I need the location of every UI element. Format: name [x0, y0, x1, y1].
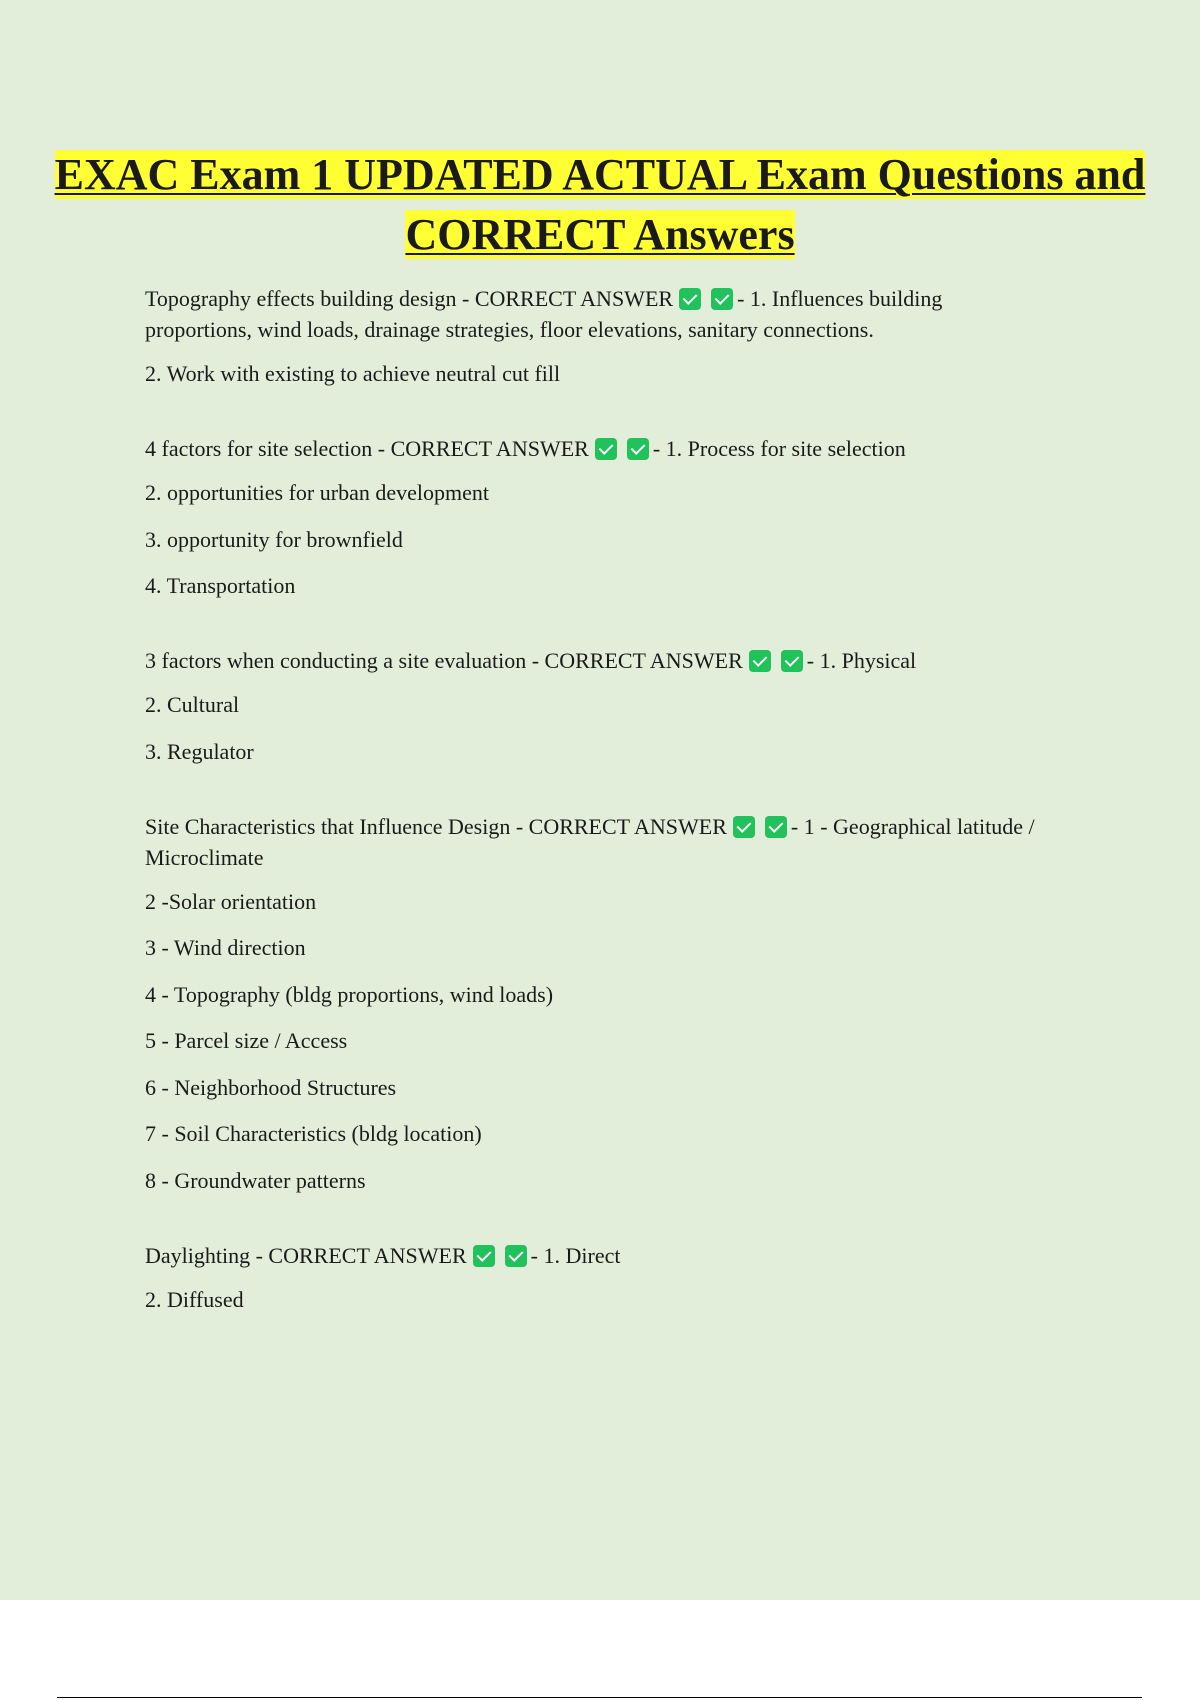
answer-text: - 1. Influences building proportions, wind loads, drainage strategies, floor elevations, sanitary connections.	[145, 286, 943, 342]
question	[145, 811, 1045, 873]
check-mark-icon	[781, 650, 803, 672]
answer-line: 2. Cultural	[145, 692, 240, 717]
qa-item	[145, 283, 1045, 389]
answer-line: 3. Regulator	[145, 738, 254, 764]
question-text: Topography effects building design - CORRECT ANSWER	[145, 286, 674, 311]
question-text: Daylighting - CORRECT ANSWER	[145, 1242, 467, 1268]
answer-line: 2. opportunities for urban development	[145, 480, 489, 505]
answer-line: 2. Work with existing to achieve neutral cut fill	[145, 361, 561, 386]
answer-text: - 1. Process for site selection	[652, 436, 906, 461]
qa-item	[145, 811, 1045, 1196]
answer-text: - 1. Physical	[806, 648, 917, 673]
document-title-text: EXAC Exam 1 UPDATED ACTUAL Exam Questions and CORRECT Answers	[54, 150, 1146, 259]
check-mark-icon	[765, 816, 787, 838]
check-mark-icon	[627, 438, 649, 460]
answer-line: 4. Transportation	[145, 573, 296, 598]
question	[145, 283, 1045, 345]
qa-list	[145, 283, 1045, 1359]
question	[145, 645, 1045, 676]
footer-rule	[57, 1697, 1142, 1698]
answer-line: 3 - Wind direction	[145, 935, 306, 960]
question-text: 4 factors for site selection - CORRECT ANSWER	[145, 436, 589, 461]
answer-line: 4 - Topography (bldg proportions, wind loads)	[145, 981, 554, 1007]
check-mark-icon	[505, 1245, 527, 1267]
answer-line: 2 -Solar orientation	[145, 888, 317, 914]
answer-text: - 1. Direct	[530, 1242, 621, 1268]
answer-line: 8 - Groundwater patterns	[145, 1167, 366, 1193]
answer-text: - 1 - Geographical latitude / Microclimate	[145, 813, 1035, 870]
answer-line: 3. opportunity for brownfield	[145, 526, 403, 552]
question-text: Site Characteristics that Influence Design - CORRECT ANSWER	[145, 813, 727, 839]
answer-line: 6 - Neighborhood Structures	[145, 1074, 397, 1100]
check-mark-icon	[711, 288, 733, 310]
answer-line: 7 - Soil Characteristics (bldg location)	[145, 1121, 482, 1146]
qa-item	[145, 433, 1045, 601]
question-text: 3 factors when conducting a site evaluation - CORRECT ANSWER	[145, 648, 743, 673]
check-mark-icon	[733, 816, 755, 838]
answer-line: 5 - Parcel size / Access	[145, 1028, 348, 1053]
check-mark-icon	[679, 288, 701, 310]
check-mark-icon	[595, 438, 617, 460]
answer-line: 2. Diffused	[145, 1286, 244, 1312]
check-mark-icon	[473, 1245, 495, 1267]
check-mark-icon	[749, 650, 771, 672]
qa-item	[145, 1240, 1045, 1315]
question	[145, 1240, 1045, 1271]
document-title	[0, 145, 1200, 265]
question	[145, 433, 1045, 464]
qa-item	[145, 645, 1045, 767]
